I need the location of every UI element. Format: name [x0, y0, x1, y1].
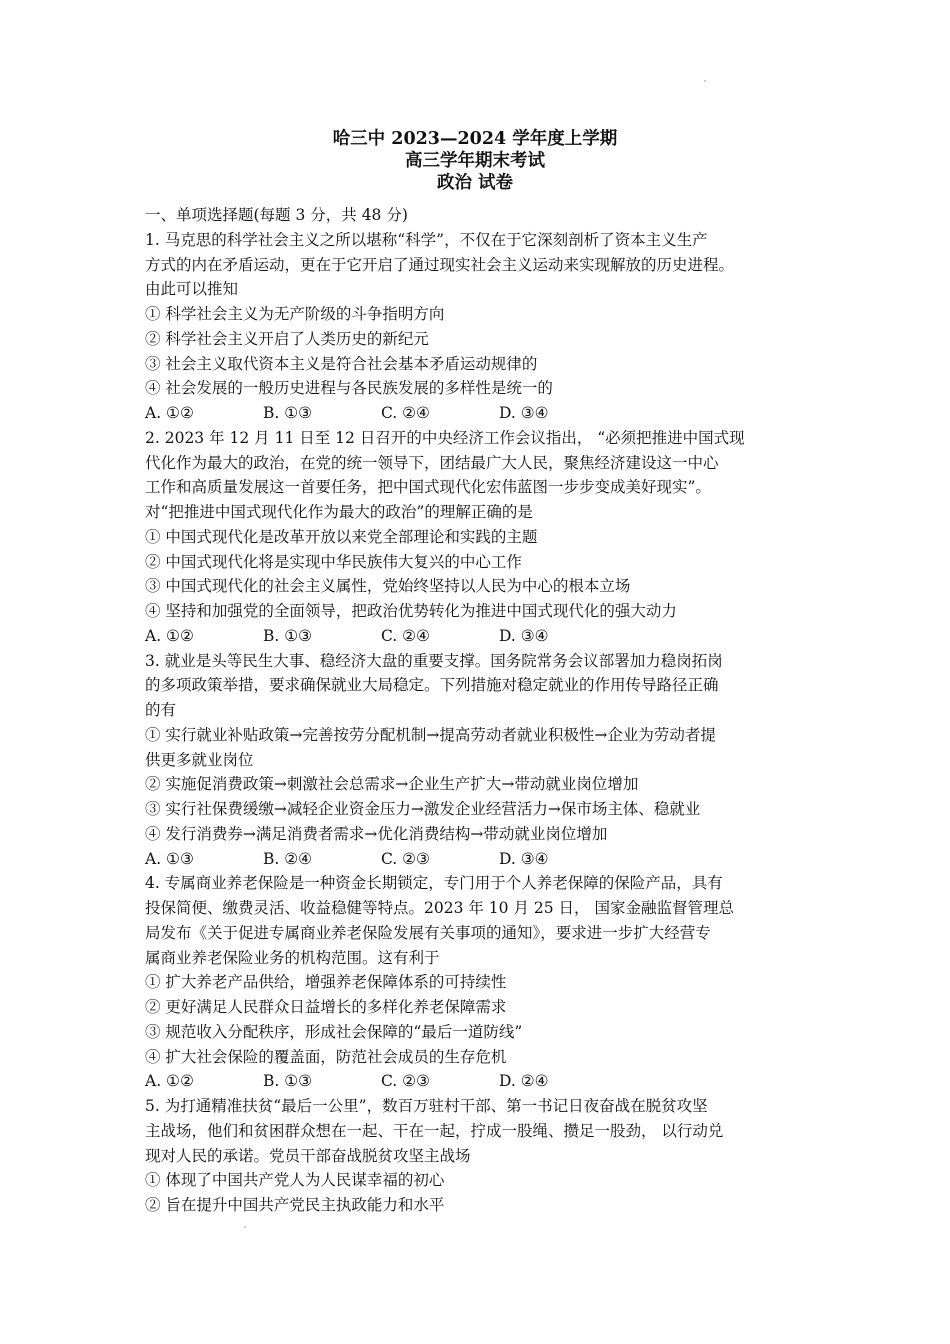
statement-item: ④ 坚持和加强党的全面领导，把政治优势转化为推进中国式现代化的强大动力 — [145, 602, 677, 620]
statement-item: ① 中国式现代化是改革开放以来党全部理论和实践的主题 — [145, 527, 538, 546]
option-a: A. ①② — [145, 404, 194, 422]
scan-speck — [244, 1226, 246, 1228]
question-stem-line: 5. 为打通精准扶贫“最后一公里”，数百万驻村干部、第一书记日夜奋战在脱贫攻坚 — [145, 1097, 708, 1115]
section-heading: 一、单项选择题(每题 3 分，共 48 分) — [145, 206, 408, 224]
question-stem-line: 属商业养老保险业务的机构范围。这有利于 — [145, 948, 440, 967]
option-c: C. ②③ — [381, 1072, 430, 1091]
answer-options — [145, 847, 825, 872]
option-b: B. ②④ — [263, 849, 313, 868]
option-b: B. ①③ — [263, 1072, 313, 1091]
question-stem-line: 4. 专属商业养老保险是一种资金长期锁定，专门用于个人养老保障的保险产品，具有 — [145, 874, 723, 893]
question-stem-line: 对“把推进中国式现代化作为最大的政治”的理解正确的是 — [145, 503, 533, 521]
option-d: D. ③④ — [499, 404, 549, 422]
statement-item: ③ 规范收入分配秩序，形成社会保障的“最后一道防线” — [145, 1022, 523, 1041]
answer-options — [145, 1069, 825, 1094]
option-b: B. ①③ — [263, 626, 313, 645]
statement-item: ④ 发行消费券→满足消费者需求→优化消费结构→带动就业岗位增加 — [145, 824, 608, 843]
question-4 — [145, 871, 825, 1094]
statement-item: ③ 中国式现代化的社会主义属性，党始终坚持以人民为中心的根本立场 — [145, 577, 631, 596]
question-stem-line: 3. 就业是头等民生大事、稳经济大盘的重要支撑。国务院常务会议部署加力稳岗拓岗 — [145, 651, 723, 670]
question-2 — [145, 426, 825, 649]
option-d: D. ②④ — [499, 1072, 549, 1091]
option-d: D. ③④ — [499, 626, 549, 645]
question-5 — [145, 1094, 825, 1218]
statement-item: ① 实行就业补贴政策→完善按劳分配机制→提高劳动者就业积极性→企业为劳动者提 — [145, 725, 716, 744]
question-stem-line: 代化作为最大的政治，在党的统一领导下，团结最广大人民，聚焦经济建设这一中心 — [145, 453, 719, 472]
question-1 — [145, 228, 825, 426]
statement-item: ① 科学社会主义为无产阶级的斗争指明方向 — [145, 305, 445, 323]
option-a: A. ①③ — [145, 849, 194, 868]
school-term-title: 哈三中 2023—2024 学年度上学期 — [332, 129, 618, 149]
answer-options — [145, 401, 825, 426]
question-stem-line: 主战场，他们和贫困群众想在一起、干在一起，拧成一股绳、攒足一股劲， 以行动兑 — [145, 1121, 724, 1140]
exam-header — [0, 128, 950, 194]
answer-options — [145, 624, 825, 649]
statement-item: ③ 实行社保费缓缴→减轻企业资金压力→激发企业经营活力→保市场主体、稳就业 — [145, 800, 701, 818]
statement-item: ③ 社会主义取代资本主义是符合社会基本矛盾运动规律的 — [145, 354, 538, 373]
statement-item: ④ 扩大社会保险的覆盖面，防范社会成员的生存危机 — [145, 1047, 507, 1066]
exam-title: 高三学年期末考试 — [405, 151, 545, 171]
question-stem-line: 工作和高质量发展这一首要任务，把中国式现代化宏伟蓝图一步步变成美好现实”。 — [145, 478, 711, 497]
statement-item: ④ 社会发展的一般历史进程与各民族发展的多样性是统一的 — [145, 379, 553, 398]
question-stem-line: 投保简便、缴费灵活、收益稳健等特点。2023 年 10 月 25 日， 国家金融监督管理总 — [145, 899, 734, 917]
statement-item: ② 实施促消费政策→刺激社会总需求→企业生产扩大→带动就业岗位增加 — [145, 775, 639, 794]
option-d: D. ③④ — [499, 849, 549, 868]
question-3 — [145, 649, 825, 872]
statement-item: ① 扩大养老产品供给，增强养老保障体系的可持续性 — [145, 973, 507, 992]
subject-title: 政治 试卷 — [436, 173, 514, 193]
exam-body — [145, 203, 825, 1218]
question-stem-line: 由此可以推知 — [145, 280, 239, 299]
question-stem-line: 方式的内在矛盾运动，更在于它开启了通过现实社会主义运动来实现解放的历史进程。 — [145, 255, 735, 274]
option-c: C. ②④ — [381, 626, 430, 645]
statement-item: ② 旨在提升中国共产党民主执政能力和水平 — [145, 1196, 445, 1214]
scan-speck — [704, 80, 706, 82]
statement-item: ② 更好满足人民群众日益增长的多样化养老保障需求 — [145, 998, 507, 1016]
option-b: B. ①③ — [263, 404, 313, 422]
question-stem-line: 1. 马克思的科学社会主义之所以堪称“科学”，不仅在于它深刻剖析了资本主义生产 — [145, 230, 708, 249]
statement-item-continuation: 供更多就业岗位 — [145, 750, 254, 769]
option-a: A. ①② — [145, 1072, 194, 1091]
option-c: C. ②③ — [381, 849, 430, 868]
option-c: C. ②④ — [381, 404, 430, 422]
question-stem-line: 2. 2023 年 12 月 11 日至 12 日召开的中央经济工作会议指出， “必须把推进中国式现 — [145, 428, 745, 447]
statement-item: ② 中国式现代化将是实现中华民族伟大复兴的中心工作 — [145, 552, 522, 571]
question-stem-line: 的有 — [145, 701, 177, 719]
statement-item: ② 科学社会主义开启了人类历史的新纪元 — [145, 329, 429, 348]
question-stem-line: 局发布《关于促进专属商业养老保险发展有关事项的通知》，要求进一步扩大经营专 — [145, 923, 711, 942]
question-stem-line: 的多项政策举措，要求确保就业大局稳定。下列措施对稳定就业的作用传导路径正确 — [145, 676, 719, 695]
statement-item: ① 体现了中国共产党人为人民谋幸福的初心 — [145, 1171, 445, 1190]
option-a: A. ①② — [145, 626, 194, 645]
question-stem-line: 现对人民的承诺。党员干部奋战脱贫攻坚主战场 — [145, 1146, 471, 1165]
